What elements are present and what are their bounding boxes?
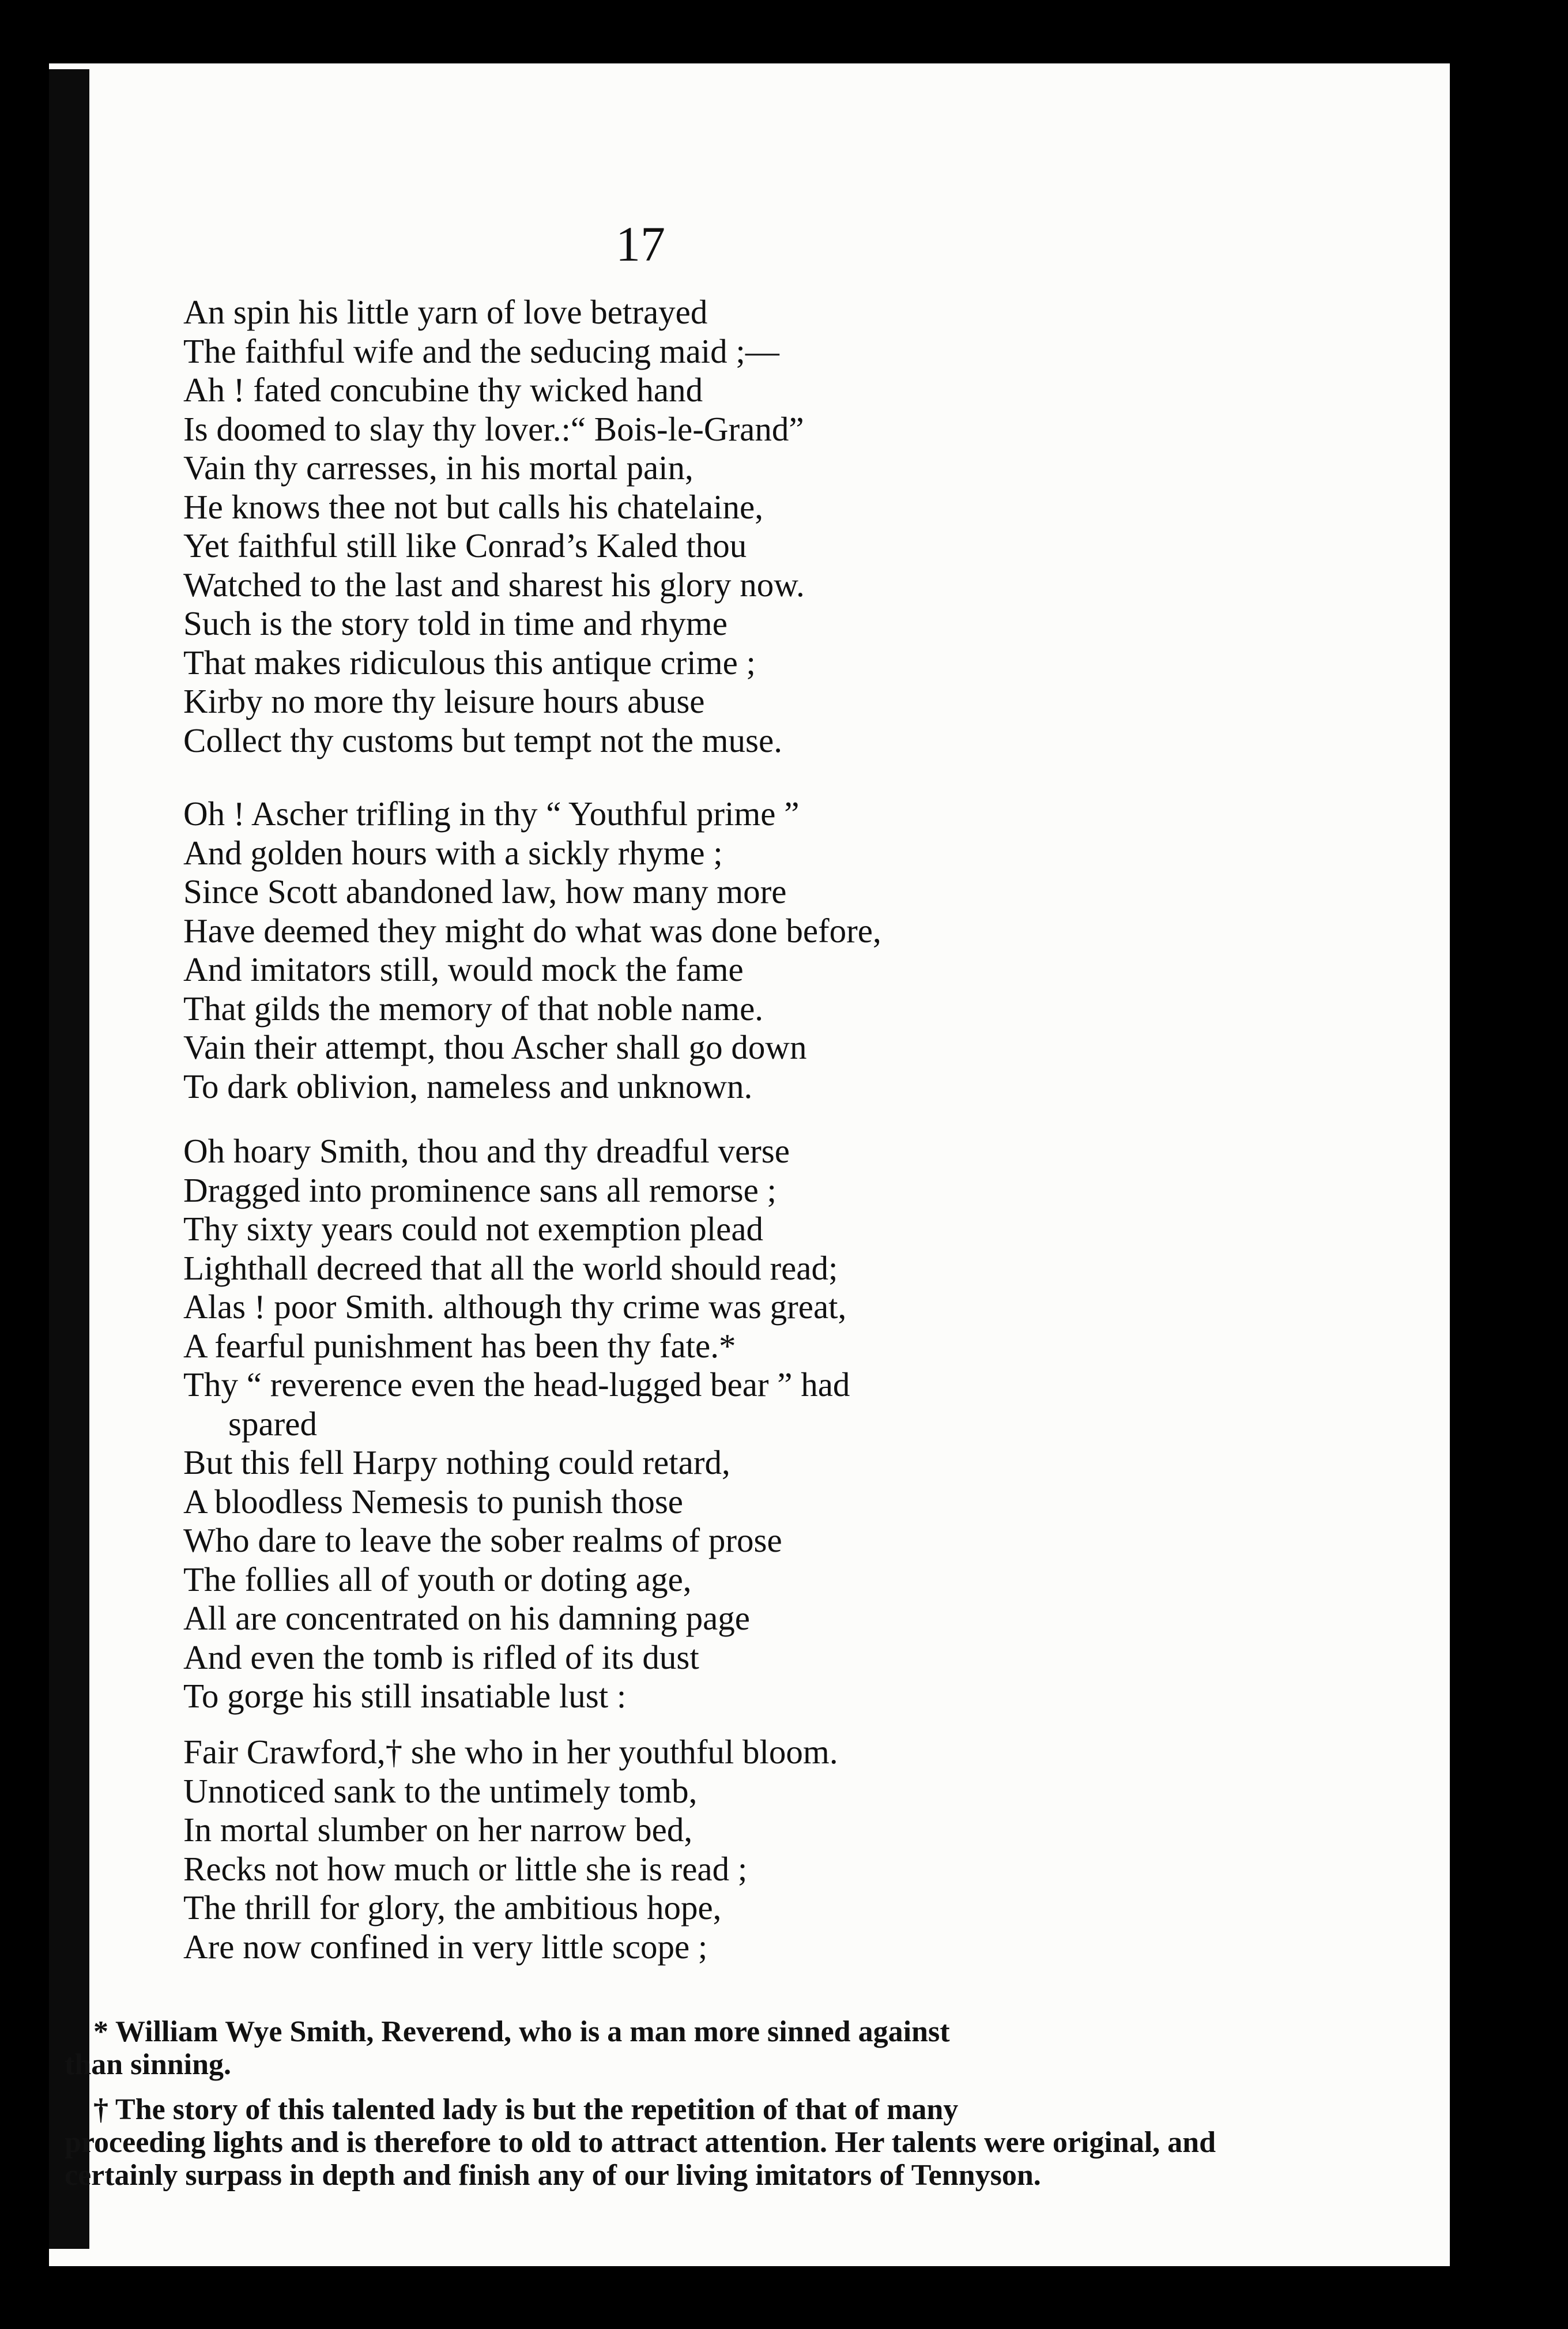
footnote-1-rest: than sinning.: [65, 2048, 232, 2081]
verse-line: Vain their attempt, thou Ascher shall go down: [183, 1028, 807, 1066]
footnote-1: [65, 2015, 1246, 2081]
verse-line: But this fell Harpy nothing could retard,: [183, 1443, 730, 1481]
stanza-3: [183, 1132, 850, 1716]
footnote-2-rest: proceeding lights and is therefore to old to attract attention. Her talents were original, and certainly surpass in depth and finish any of our living imitators of Tennyson.: [65, 2126, 1216, 2192]
page-binding-edge: [49, 69, 89, 2249]
verse-line: To gorge his still insatiable lust :: [183, 1677, 627, 1715]
verse-line: Alas ! poor Smith. although thy crime was great,: [183, 1288, 847, 1326]
verse-line: That makes ridiculous this antique crime ;: [183, 643, 756, 682]
verse-line: And golden hours with a sickly rhyme ;: [183, 833, 723, 872]
verse-line: The thrill for glory, the ambitious hope,: [183, 1888, 722, 1927]
footnote-2-first-line: † The story of this talented lady is but the repetition of that of many: [93, 2093, 959, 2126]
verse-line: Thy sixty years could not exemption plead: [183, 1210, 764, 1248]
verse-line: And imitators still, would mock the fame: [183, 950, 744, 988]
verse-line: Oh hoary Smith, thou and thy dreadful verse: [183, 1132, 790, 1170]
footnote-2: [65, 2093, 1246, 2192]
verse-line: Such is the story told in time and rhyme: [183, 604, 728, 642]
verse-line: Watched to the last and sharest his glory now.: [183, 565, 805, 604]
verse-line-continuation: spared: [228, 1404, 317, 1443]
verse-line: Dragged into prominence sans all remorse ;: [183, 1171, 777, 1209]
verse-line: Have deemed they might do what was done before,: [183, 911, 881, 950]
verse-line: The follies all of youth or doting age,: [183, 1560, 692, 1598]
verse-line: Oh ! Ascher trifling in thy “ Youthful prime ”: [183, 795, 800, 833]
stanza-2: [183, 795, 881, 1106]
verse-line: The faithful wife and the seducing maid ;—: [183, 332, 779, 370]
verse-line: An spin his little yarn of love betrayed: [183, 293, 708, 331]
verse-line: All are concentrated on his damning page: [183, 1599, 750, 1637]
verse-line: Vain thy carresses, in his mortal pain,: [183, 449, 693, 487]
verse-line: Recks not how much or little she is read ;: [183, 1849, 748, 1888]
verse-line: Fair Crawford,† she who in her youthful bloom.: [183, 1733, 838, 1771]
verse-line: Yet faithful still like Conrad’s Kaled thou: [183, 526, 747, 565]
verse-line: He knows thee not but calls his chatelaine,: [183, 487, 763, 526]
verse-line: Is doomed to slay thy lover.:“ Bois-le-Grand”: [183, 409, 804, 448]
verse-line: Collect thy customs but tempt not the muse.: [183, 721, 782, 759]
verse-line: Thy “ reverence even the head-lugged bear ” had: [183, 1365, 850, 1404]
verse-line: To dark oblivion, nameless and unknown.: [183, 1067, 753, 1105]
verse-line: Since Scott abandoned law, how many more: [183, 872, 787, 910]
verse-line: And even the tomb is rifled of its dust: [183, 1638, 699, 1676]
verse-line: Who dare to leave the sober realms of prose: [183, 1521, 782, 1559]
footnote-1-first-line: * William Wye Smith, Reverend, who is a man more sinned against: [93, 2015, 950, 2048]
verse-line: Unnoticed sank to the untimely tomb,: [183, 1771, 698, 1810]
verse-line: Kirby no more thy leisure hours abuse: [183, 682, 705, 720]
verse-line: A bloodless Nemesis to punish those: [183, 1482, 683, 1521]
verse-line: Are now confined in very little scope ;: [183, 1927, 708, 1966]
verse-line: A fearful punishment has been thy fate.*: [183, 1326, 736, 1365]
stanza-1: [183, 293, 805, 760]
verse-line: Ah ! fated concubine thy wicked hand: [183, 371, 703, 409]
verse-line: That gilds the memory of that noble name.: [183, 989, 764, 1028]
stanza-4: [183, 1733, 838, 1966]
verse-line: In mortal slumber on her narrow bed,: [183, 1811, 693, 1849]
verse-line: Lighthall decreed that all the world should read;: [183, 1248, 838, 1287]
page-number: 17: [616, 216, 665, 272]
